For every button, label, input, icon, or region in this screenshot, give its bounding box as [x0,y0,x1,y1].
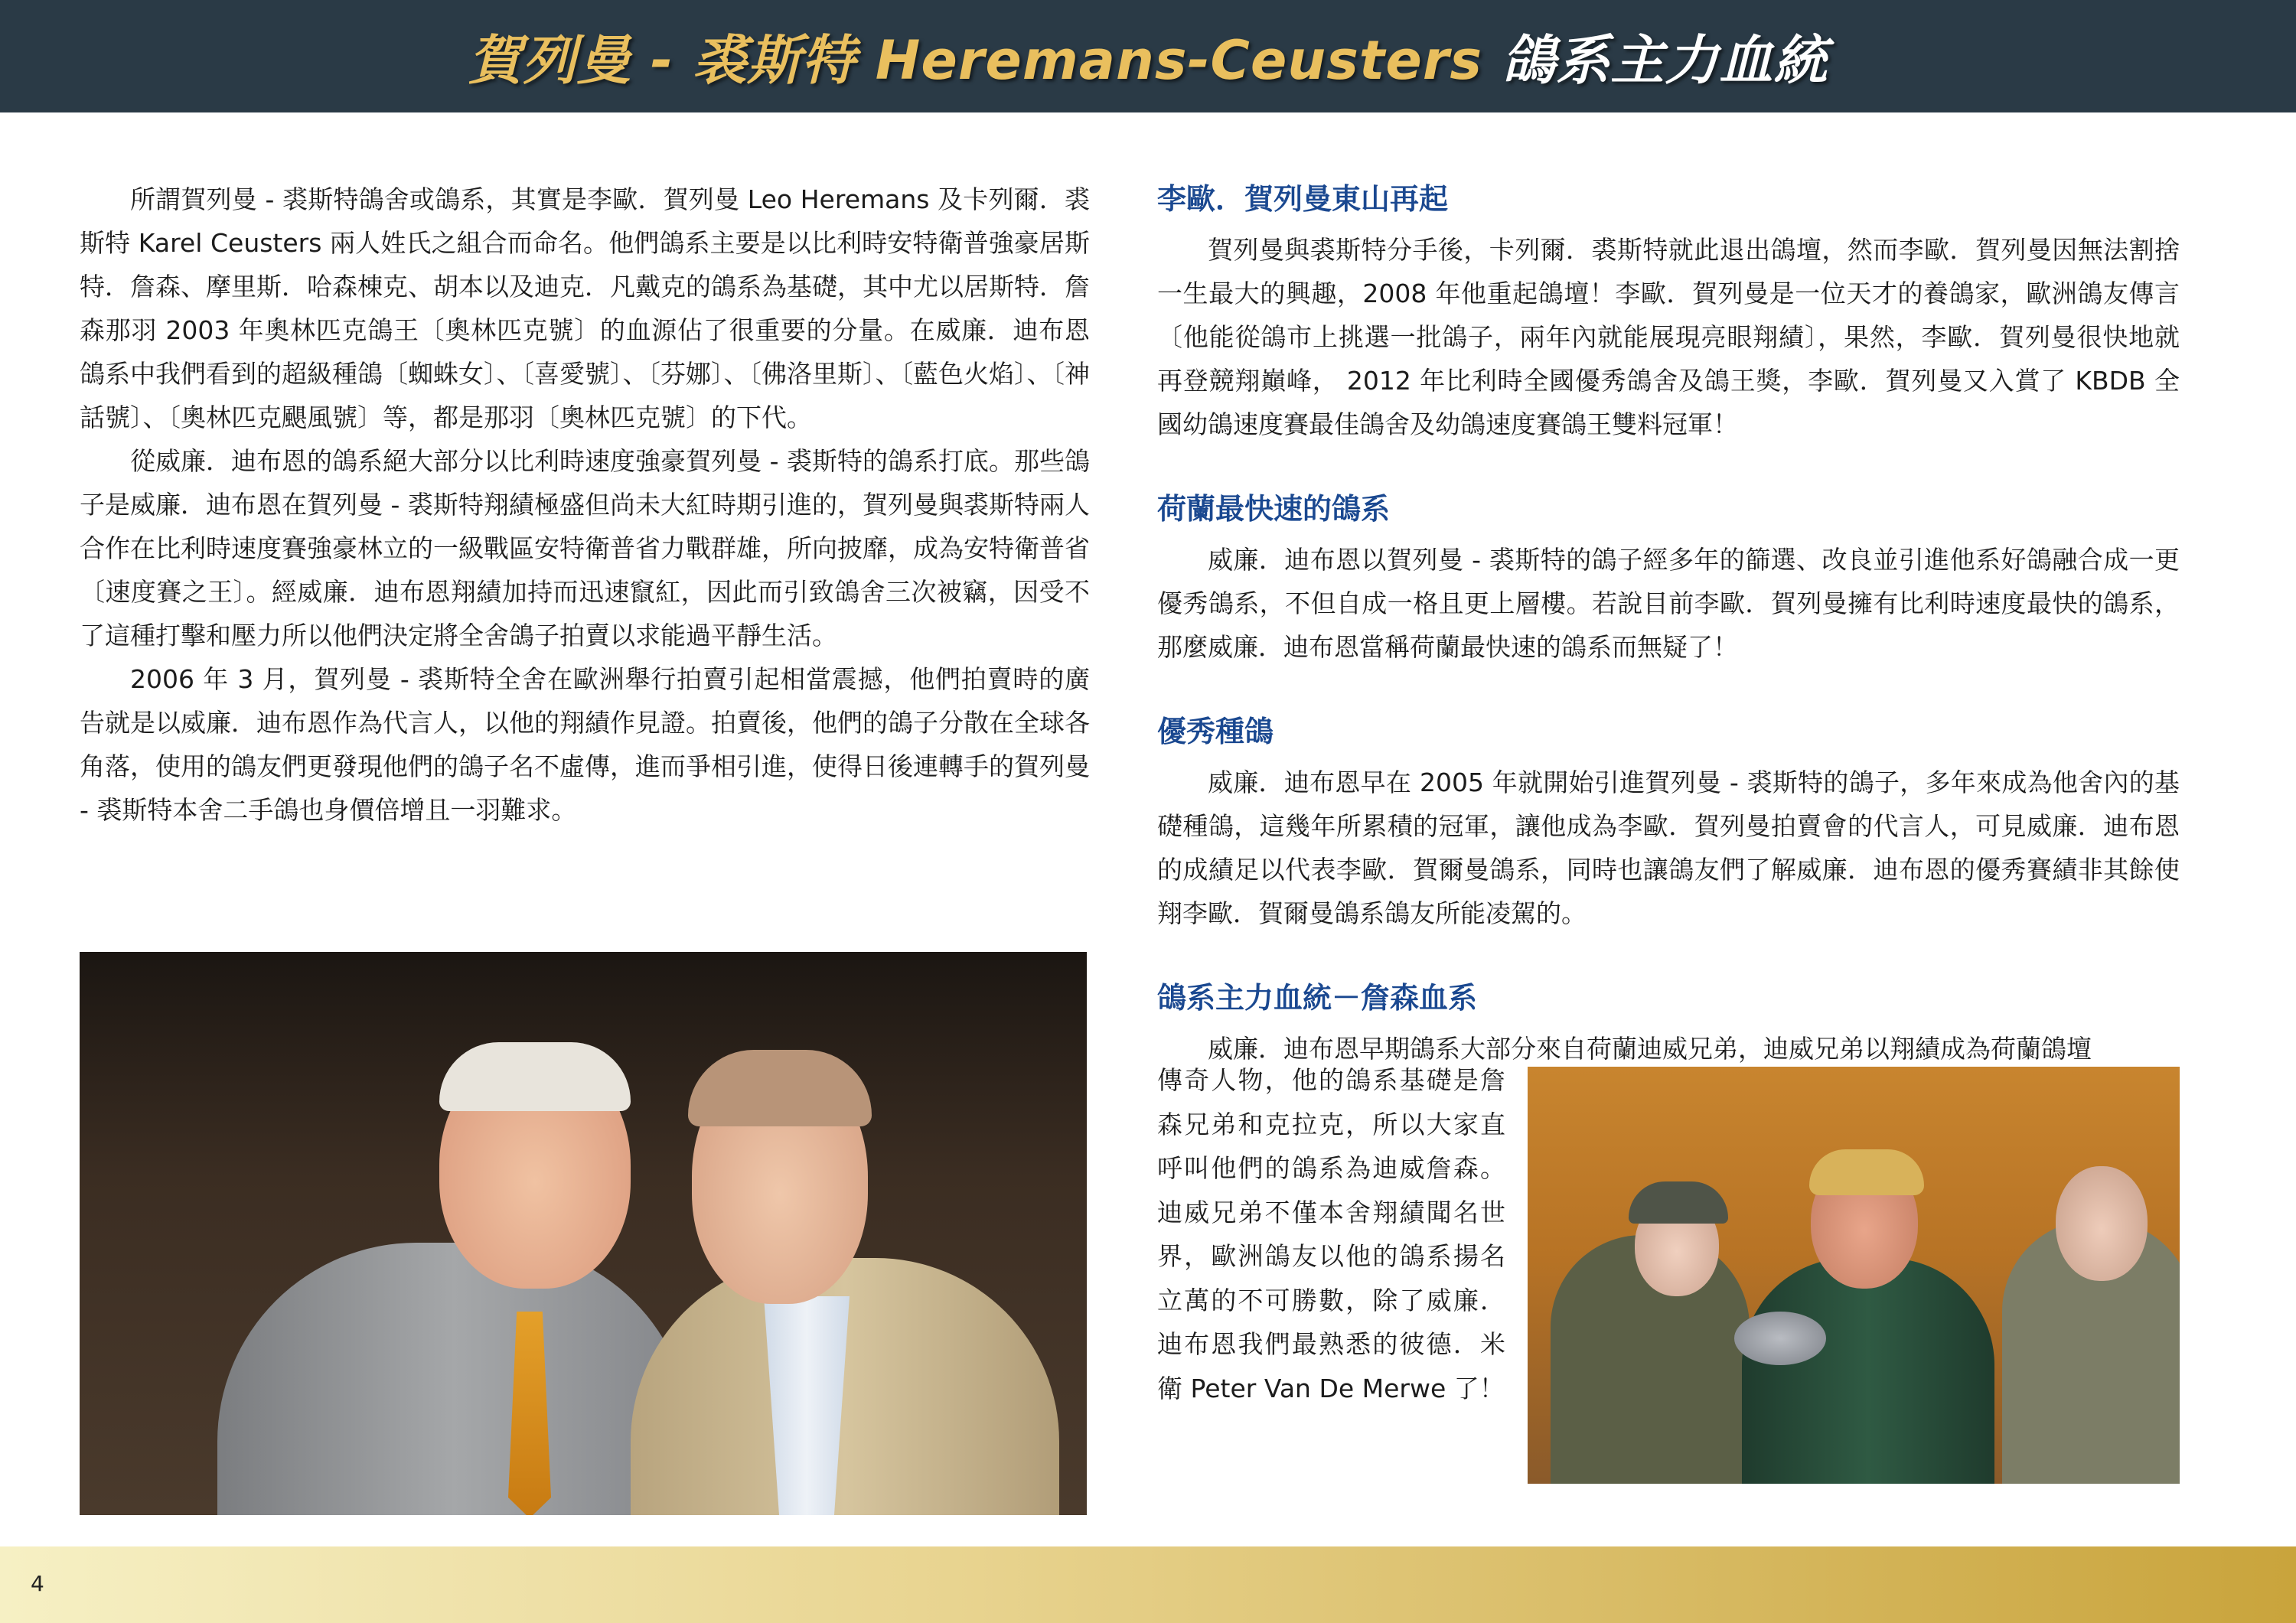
section-heading-3: 優秀種鴿 [1157,715,1274,748]
page-header [0,0,2296,112]
section-heading-1: 李歐．賀列曼東山再起 [1157,182,1449,216]
section-text-3: 威廉．迪布恩早在 2005 年就開始引進賀列曼 - 裘斯特的鴿子，多年來成為他舍內的基礎種鴿，這幾年所累積的冠軍，讓他成為李歐．賀列曼拍賣會的代言人，可見威廉．迪布恩的成績足以代表李歐．賀爾曼鴿系，同時也讓鴿友們了解威廉．迪布恩的優秀賽績非其餘使翔李歐．賀爾曼鴿系鴿友所能凌駕的。 [1157,768,2180,928]
left-paragraph-3: 2006 年 3 月，賀列曼 - 裘斯特全舍在歐洲舉行拍賣引起相當震撼，他們拍賣時的廣告就是以威廉．迪布恩作為代言人，以他的翔績作見證。拍賣後，他們的鴿子分散在全球各角落，使用的鴿友們更發現他們的鴿子名不虛傳，進而爭相引進，使得日後連轉手的賀列曼 - 裘斯特本舍二手鴿也身價倍增且一羽難求。 [80,664,1090,825]
photo-grey-suit [217,1243,692,1515]
page-number: 4 [31,1571,44,1596]
photo-green-jacket [1742,1258,1994,1484]
left-paragraph-2: 從威廉．迪布恩的鴿系絕大部分以比利時速度強豪賀列曼 - 裘斯特的鴿系打底。那些鴿子是威廉．迪布恩在賀列曼 - 裘斯特翔績極盛但尚未大紅時期引進的，賀列曼與裘斯特兩人合作在比利時速度賽強豪林立的一級戰區安特衛普省力戰群雄，所向披靡，成為安特衛普省〔速度賽之王〕。經威廉．迪布恩翔績加持而迅速竄紅，因此而引致鴿舍三次被竊，因受不了這種打擊和壓力所以他們決定將全舍鴿子拍賣以求能過平靜生活。 [80,446,1090,650]
section-text-4-continued: 傳奇人物，他的鴿系基礎是詹森兄弟和克拉克，所以大家直呼叫他們的鴿系為迪威詹森。迪威兄弟不僅本舍翔績聞名世界，歐洲鴿友以他的鴿系揚名立萬的不可勝數，除了威廉．迪布恩我們最熟悉的彼德．米衛 Peter Van De Merwe 了！ [1157,1065,1505,1403]
page-title [468,18,1828,95]
page-footer [0,1546,2296,1623]
photo-cap [1629,1181,1728,1224]
section-heading-2: 荷蘭最快速的鴿系 [1157,492,1391,526]
left-column [80,178,1090,832]
photo-hair-right [688,1050,872,1126]
photo-hair-left [439,1042,631,1111]
title-part-gold: 賀列曼 - 裘斯特 Heremans-Ceusters [468,29,1483,92]
photo-blond-hair [1809,1149,1924,1195]
photo-two-men-at-banquet [80,952,1087,1515]
left-paragraph-1: 所謂賀列曼 - 裘斯特鴿舍或鴿系，其實是李歐．賀列曼 Leo Heremans 及卡列爾．裘斯特 Karel Ceusters 兩人姓氏之組合而命名。他們鴿系主要是以比利時安特衛普強豪居斯特．詹森、摩里斯．哈森棟克、胡本以及迪克．凡戴克的鴿系為基礎，其中尤以居斯特．詹森那羽 2003 年奧林匹克鴿王〔奧林匹克號〕的血源佔了很重要的分量。在威廉．迪布恩鴿系中我們看到的超級種鴿〔蜘蛛女〕、〔喜愛號〕、〔芬娜〕、〔佛洛里斯〕、〔藍色火焰〕、〔神話號〕、〔奧林匹克颶風號〕等，都是那羽〔奧林匹克號〕的下代。 [80,184,1090,432]
photo-three-men-with-pigeon [1528,1067,2180,1484]
photo-pigeon [1734,1312,1826,1365]
section-text-1: 賀列曼與裘斯特分手後，卡列爾．裘斯特就此退出鴿壇，然而李歐．賀列曼因無法割捨一生最大的興趣，2008 年他重起鴿壇！李歐．賀列曼是一位天才的養鴿家，歐洲鴿友傳言〔他能從鴿市上挑選一批鴿子，兩年內就能展現亮眼翔績〕，果然，李歐．賀列曼很快地就再登競翔巔峰， 2012 年比利時全國優秀鴿舍及鴿王獎，李歐．賀列曼又入賞了 KBDB 全國幼鴿速度賽最佳鴿舍及幼鴿速度賽鴿王雙料冠軍！ [1157,235,2180,439]
section-heading-4: 鴿系主力血統－詹森血系 [1157,981,1478,1015]
title-part-white: 鴿系主力血統 [1482,29,1828,92]
section-text-2: 威廉．迪布恩以賀列曼 - 裘斯特的鴿子經多年的篩選、改良並引進他系好鴿融合成一更優秀鴿系，不但自成一格且更上層樓。若說目前李歐．賀列曼擁有比利時速度最快的鴿系，那麼威廉．迪布恩當稱荷蘭最快速的鴿系而無疑了！ [1157,545,2180,662]
photo-face-old-right [2056,1166,2148,1281]
section-text-4: 威廉．迪布恩早期鴿系大部分來自荷蘭迪威兄弟，迪威兄弟以翔績成為荷蘭鴿壇 [1208,1034,2092,1064]
right-column [1157,178,2180,1071]
